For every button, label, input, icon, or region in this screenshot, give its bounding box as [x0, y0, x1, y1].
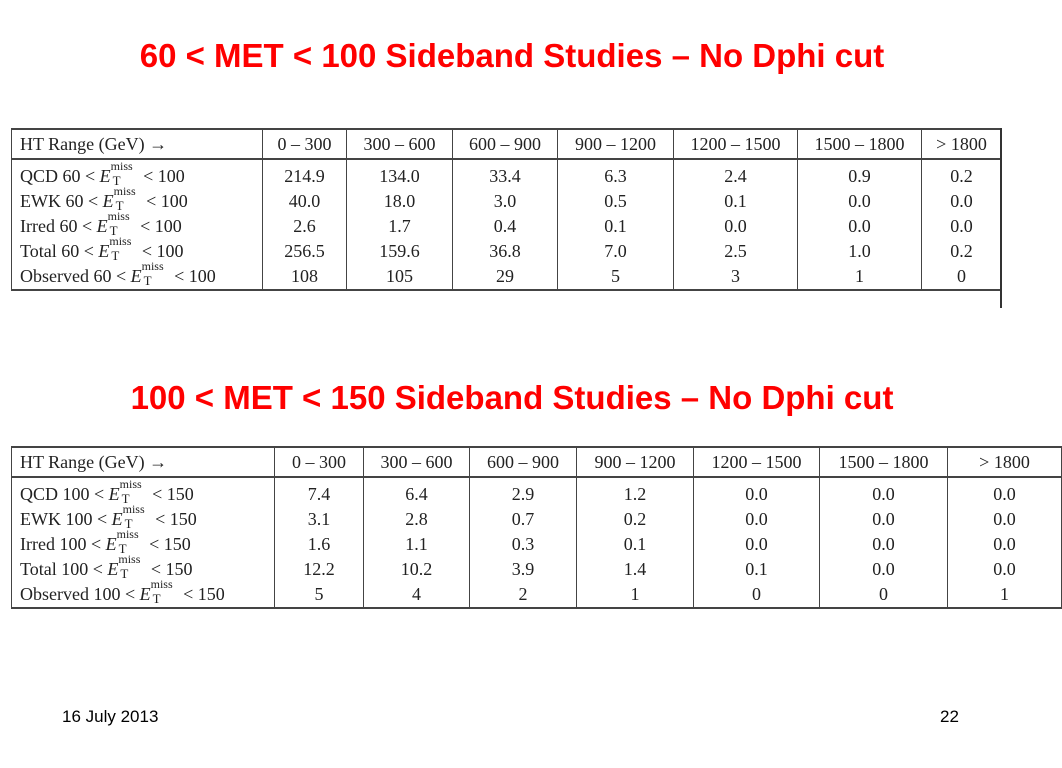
- sideband-table-60-100: [11, 128, 1002, 291]
- table-cell-value: 2.9: [470, 477, 577, 507]
- table-cell-value: 0.7: [470, 507, 577, 532]
- header-ht-bin: 0 – 300: [275, 447, 364, 477]
- table-cell-value: 0: [694, 582, 820, 608]
- row-label-suffix: < 150: [152, 484, 194, 504]
- row-label: [12, 209, 263, 239]
- row-label-prefix: EWK 100 <: [20, 509, 108, 529]
- table-cell-value: 7.4: [275, 477, 364, 507]
- symbol-subscript: T: [120, 566, 129, 581]
- table-cell-value: 6.3: [558, 159, 674, 189]
- symbol-subscript: T: [115, 198, 124, 213]
- table-cell-value: 0.0: [820, 507, 948, 532]
- row-label-suffix: < 150: [155, 509, 197, 529]
- row-label-suffix: < 100: [143, 166, 185, 186]
- symbol-superscript: miss: [109, 234, 132, 248]
- table-cell-value: 0.0: [820, 532, 948, 557]
- row-label: [12, 159, 263, 189]
- table-cell-value: 0.3: [470, 532, 577, 557]
- table-cell-value: 0: [820, 582, 948, 608]
- table-cell-value: 29: [453, 264, 558, 290]
- table-cell-value: 0.1: [558, 214, 674, 239]
- table-cell-value: 1.4: [577, 557, 694, 582]
- symbol-subscript: T: [143, 273, 152, 288]
- table-cell-value: 5: [558, 264, 674, 290]
- table-cell-value: 2.5: [674, 239, 798, 264]
- symbol-superscript: miss: [113, 184, 136, 198]
- table-cell-value: 33.4: [453, 159, 558, 189]
- table-cell-value: 5: [275, 582, 364, 608]
- footer-page-number: 22: [940, 707, 959, 726]
- header-ht-bin: 600 – 900: [470, 447, 577, 477]
- header-ht-bin: 600 – 900: [453, 129, 558, 159]
- symbol-superscript: miss: [141, 259, 164, 273]
- table-row: [12, 582, 1062, 608]
- table-cell-value: 0.4: [453, 214, 558, 239]
- header-ht-bin: 1200 – 1500: [694, 447, 820, 477]
- table-cell-value: 134.0: [347, 159, 453, 189]
- table-right-border: [1000, 128, 1002, 308]
- symbol-base: E: [96, 216, 108, 236]
- symbol-base: E: [98, 241, 110, 261]
- row-label-prefix: Irred 60 <: [20, 216, 93, 236]
- table-cell-value: 12.2: [275, 557, 364, 582]
- header-ht-bin: > 1800: [922, 129, 1002, 159]
- footer-date: 16 July 2013: [62, 707, 159, 726]
- table-cell-value: 0.0: [948, 507, 1062, 532]
- row-label-prefix: Observed 60 <: [20, 266, 127, 286]
- row-label-suffix: < 100: [146, 191, 188, 211]
- table-cell-value: 159.6: [347, 239, 453, 264]
- table-cell-value: 7.0: [558, 239, 674, 264]
- symbol-subscript: T: [121, 491, 130, 506]
- table-cell-value: 0.0: [820, 477, 948, 507]
- table-cell-value: 18.0: [347, 189, 453, 214]
- table-cell-value: 2.4: [674, 159, 798, 189]
- table-cell-value: 0.2: [922, 159, 1002, 189]
- table-row: [12, 264, 1002, 290]
- table-row: [12, 477, 1062, 507]
- table-cell-value: 2.8: [364, 507, 470, 532]
- row-label-prefix: QCD 60 <: [20, 166, 96, 186]
- table-cell-value: 1.6: [275, 532, 364, 557]
- table-cell-value: 1.0: [798, 239, 922, 264]
- symbol-superscript: miss: [118, 552, 141, 566]
- table-cell-value: 0.0: [948, 477, 1062, 507]
- missing-et-symbol: [139, 577, 179, 607]
- symbol-superscript: miss: [110, 159, 133, 173]
- symbol-base: E: [102, 191, 114, 211]
- table-cell-value: 0.1: [694, 557, 820, 582]
- symbol-subscript: T: [111, 248, 120, 263]
- table-cell-value: 256.5: [263, 239, 347, 264]
- slide-title-met-100-150: 100 < MET < 150 Sideband Studies – No Dphi cut: [130, 379, 894, 416]
- table-cell-value: 0.5: [558, 189, 674, 214]
- symbol-base: E: [107, 559, 119, 579]
- row-label-suffix: < 150: [183, 584, 225, 604]
- row-label-prefix: Observed 100 <: [20, 584, 136, 604]
- table-cell-value: 105: [347, 264, 453, 290]
- table-cell-value: 0.0: [922, 214, 1002, 239]
- sideband-table-100-150: [11, 446, 1062, 609]
- sideband-table-100-150-container: [11, 446, 1030, 610]
- table-row: [12, 507, 1062, 532]
- table-header-row: [12, 129, 1002, 159]
- table-cell-value: 0.1: [577, 532, 694, 557]
- table-cell-value: 1.2: [577, 477, 694, 507]
- table-cell-value: 6.4: [364, 477, 470, 507]
- table-cell-value: 40.0: [263, 189, 347, 214]
- header-ht-bin: 1200 – 1500: [674, 129, 798, 159]
- header-ht-bin: 900 – 1200: [577, 447, 694, 477]
- row-label: [12, 552, 275, 582]
- symbol-subscript: T: [152, 591, 161, 606]
- missing-et-symbol: [130, 259, 170, 289]
- table-cell-value: 0.0: [694, 532, 820, 557]
- symbol-subscript: T: [124, 516, 133, 531]
- table-cell-value: 1.1: [364, 532, 470, 557]
- header-ht-bin: 1500 – 1800: [820, 447, 948, 477]
- slide-title-met-60-100: 60 < MET < 100 Sideband Studies – No Dphi cut: [139, 37, 885, 74]
- table-cell-value: 10.2: [364, 557, 470, 582]
- symbol-base: E: [105, 534, 117, 554]
- table-cell-value: 0.9: [798, 159, 922, 189]
- table-cell-value: 0: [922, 264, 1002, 290]
- table-cell-value: 0.0: [922, 189, 1002, 214]
- row-label-suffix: < 100: [140, 216, 182, 236]
- table-cell-value: 2: [470, 582, 577, 608]
- table-row: [12, 532, 1062, 557]
- row-label: [12, 184, 263, 214]
- table-row: [12, 159, 1002, 189]
- symbol-base: E: [130, 266, 142, 286]
- table-cell-value: 0.0: [820, 557, 948, 582]
- header-ht-bin: 1500 – 1800: [798, 129, 922, 159]
- row-label-suffix: < 150: [149, 534, 191, 554]
- symbol-base: E: [99, 166, 111, 186]
- table-cell-value: 1.7: [347, 214, 453, 239]
- symbol-base: E: [139, 584, 151, 604]
- header-ht-range: HT Range (GeV) →: [12, 129, 263, 159]
- table-cell-value: 0.0: [948, 532, 1062, 557]
- symbol-superscript: miss: [116, 527, 139, 541]
- table-cell-value: 0.2: [577, 507, 694, 532]
- table-cell-value: 36.8: [453, 239, 558, 264]
- table-row: [12, 189, 1002, 214]
- table-cell-value: 1: [798, 264, 922, 290]
- row-label: [12, 527, 275, 557]
- missing-et-symbol: [107, 552, 146, 582]
- row-label-suffix: < 100: [141, 241, 184, 261]
- row-label-prefix: Irred 100 <: [20, 534, 102, 554]
- table-cell-value: 0.0: [798, 214, 922, 239]
- table-cell-value: 3.1: [275, 507, 364, 532]
- row-label: [12, 259, 263, 290]
- table-cell-value: 108: [263, 264, 347, 290]
- table-cell-value: 0.0: [798, 189, 922, 214]
- table-cell-value: 3.9: [470, 557, 577, 582]
- row-label-prefix: Total 60 <: [20, 241, 94, 261]
- missing-et-symbol: [98, 234, 137, 264]
- table-cell-value: 3.0: [453, 189, 558, 214]
- table-cell-value: 0.0: [948, 557, 1062, 582]
- table-cell-value: 3: [674, 264, 798, 290]
- symbol-superscript: miss: [119, 477, 142, 491]
- symbol-superscript: miss: [150, 577, 173, 591]
- symbol-base: E: [108, 484, 120, 504]
- row-label: [12, 577, 275, 608]
- table-cell-value: 0.0: [694, 477, 820, 507]
- table-cell-value: 0.1: [674, 189, 798, 214]
- symbol-superscript: miss: [122, 502, 145, 516]
- symbol-subscript: T: [109, 223, 118, 238]
- symbol-base: E: [111, 509, 123, 529]
- header-ht-range: HT Range (GeV) →: [12, 447, 275, 477]
- table-cell-value: 1: [948, 582, 1062, 608]
- row-label-suffix: < 150: [150, 559, 193, 579]
- table-cell-value: 0.0: [674, 214, 798, 239]
- symbol-subscript: T: [118, 541, 127, 556]
- row-label-suffix: < 100: [174, 266, 216, 286]
- header-ht-bin: 900 – 1200: [558, 129, 674, 159]
- header-ht-bin: > 1800: [948, 447, 1062, 477]
- row-label-prefix: Total 100 <: [20, 559, 103, 579]
- header-ht-bin: 300 – 600: [347, 129, 453, 159]
- table-cell-value: 4: [364, 582, 470, 608]
- table-header-row: [12, 447, 1062, 477]
- table-cell-value: 0.0: [694, 507, 820, 532]
- table-cell-value: 1: [577, 582, 694, 608]
- header-ht-bin: 300 – 600: [364, 447, 470, 477]
- symbol-superscript: miss: [107, 209, 130, 223]
- header-ht-bin: 0 – 300: [263, 129, 347, 159]
- row-label: [12, 234, 263, 264]
- row-label-prefix: QCD 100 <: [20, 484, 105, 504]
- row-label: [12, 502, 275, 532]
- table-cell-value: 0.2: [922, 239, 1002, 264]
- table-cell-value: 214.9: [263, 159, 347, 189]
- symbol-subscript: T: [112, 173, 121, 188]
- sideband-table-60-100-container: [11, 128, 1016, 310]
- row-label-prefix: EWK 60 <: [20, 191, 99, 211]
- table-row: [12, 214, 1002, 239]
- table-cell-value: 2.6: [263, 214, 347, 239]
